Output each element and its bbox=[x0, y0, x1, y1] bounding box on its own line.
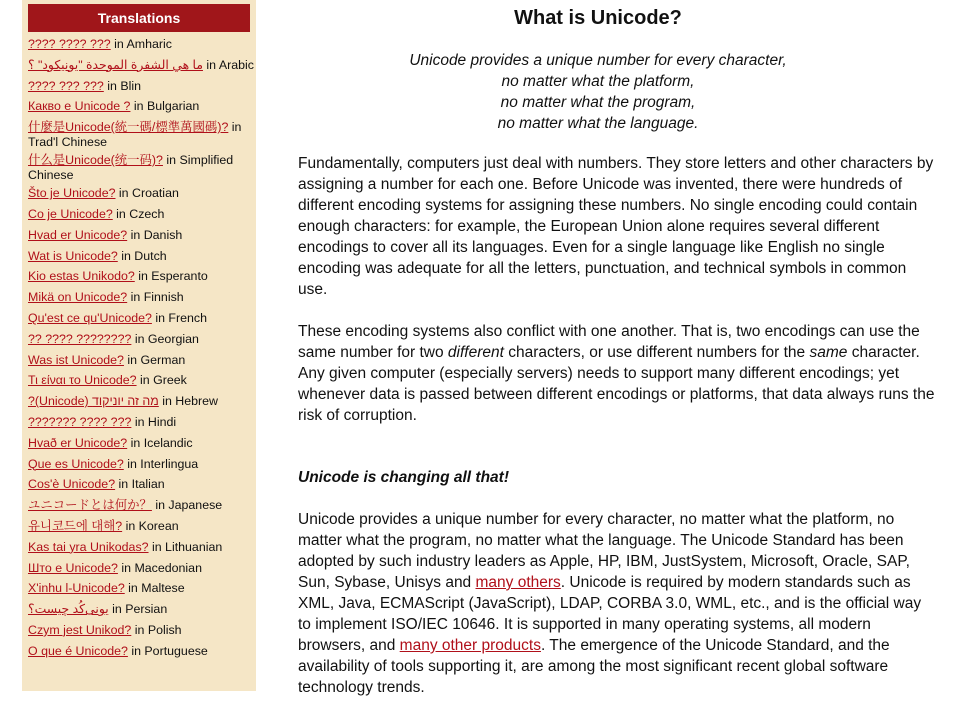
translation-item-dutch bbox=[25, 249, 253, 264]
text-span: These encoding systems also conflict with one another. That is, two encodings can use the same number for two bbox=[298, 323, 920, 361]
section-subheading: Unicode is changing all that! bbox=[298, 469, 509, 486]
translation-link[interactable]: Какво е Unicode ? bbox=[28, 99, 131, 114]
translation-language: in Maltese bbox=[124, 581, 185, 596]
translation-item-maltese bbox=[25, 581, 253, 596]
translation-item-italian bbox=[25, 477, 253, 492]
translation-link[interactable]: Was ist Unicode? bbox=[28, 352, 124, 367]
translation-language: in Georgian bbox=[131, 331, 199, 346]
translation-link[interactable]: Mikä on Unicode? bbox=[28, 290, 128, 305]
translation-language: in Czech bbox=[112, 206, 165, 221]
translation-language: in Simplified Chinese bbox=[28, 153, 234, 182]
tagline bbox=[298, 50, 938, 134]
tagline-line: no matter what the platform, bbox=[501, 73, 695, 90]
translation-item-macedonian bbox=[25, 561, 253, 576]
translation-language: in Korean bbox=[122, 518, 179, 533]
translation-item-simplified-chinese bbox=[25, 153, 253, 182]
translation-language: in Bulgarian bbox=[130, 99, 200, 114]
translation-link[interactable]: Qu'est ce qu'Unicode? bbox=[28, 310, 152, 325]
translation-item-bulgarian bbox=[25, 99, 253, 114]
translation-link[interactable]: Co je Unicode? bbox=[28, 206, 113, 221]
many-other-products-link[interactable]: many other products bbox=[399, 637, 541, 654]
translation-language: in Japanese bbox=[151, 498, 223, 513]
translation-link[interactable]: ユニコードとは何か？ bbox=[28, 498, 152, 513]
text-span: characters, or use different numbers for the bbox=[503, 344, 810, 361]
translation-item-czech bbox=[25, 207, 253, 222]
translation-item-georgian bbox=[25, 332, 253, 347]
translation-language: in Blin bbox=[103, 78, 141, 93]
translation-link[interactable]: Hvað er Unicode? bbox=[28, 435, 128, 450]
translation-link[interactable]: 유니코드에 대해? bbox=[28, 518, 123, 533]
translation-language: in French bbox=[151, 310, 207, 325]
translation-language: in Interlingua bbox=[123, 456, 199, 471]
translation-link[interactable]: Czym jest Unikod? bbox=[28, 622, 132, 637]
translation-item-amharic bbox=[25, 37, 253, 52]
translation-language: in Hebrew bbox=[158, 394, 219, 409]
translation-item-hebrew bbox=[25, 394, 253, 409]
translation-link[interactable]: ?(Unicode) מה זה יוניקוד bbox=[28, 394, 159, 409]
tagline-line: no matter what the program, bbox=[500, 94, 696, 111]
translation-link[interactable]: یونی‌کُد چیست؟ bbox=[28, 602, 109, 617]
emphasis-same: same bbox=[809, 344, 848, 361]
translation-item-portuguese bbox=[25, 644, 253, 659]
translation-item-greek bbox=[25, 373, 253, 388]
translation-link[interactable]: ??????? ???? ??? bbox=[28, 414, 132, 429]
paragraph-changing bbox=[298, 509, 938, 698]
translation-link[interactable]: ?? ???? ???????? bbox=[28, 331, 132, 346]
text-span: . Unicode is required by modern standards such as XML, Java, ECMAScript (JavaScript), LDAP, CORBA 3.0, WML, etc., and is the official way to implement ISO/IEC 10646. It is supported in many operating systems, all modern browsers, and bbox=[298, 574, 922, 654]
translation-item-interlingua bbox=[25, 457, 253, 472]
translation-link[interactable]: ???? ??? ??? bbox=[28, 78, 104, 93]
text-span: . The emergence of the Unicode Standard, and the availability of tools supporting it, are among the most significant recent global software technology trends. bbox=[298, 637, 890, 696]
translation-language: in Icelandic bbox=[127, 435, 193, 450]
translation-language: in Amharic bbox=[110, 37, 172, 51]
translation-language: in Macedonian bbox=[117, 560, 202, 575]
translation-item-korean bbox=[25, 519, 253, 534]
emphasis-different: different bbox=[447, 344, 504, 361]
translation-item-danish bbox=[25, 228, 253, 243]
translation-item-french bbox=[25, 311, 253, 326]
paragraph-conflicts bbox=[298, 321, 938, 426]
translation-language: in Greek bbox=[136, 373, 187, 388]
translation-item-persian bbox=[25, 602, 253, 617]
translations-header: Translations bbox=[28, 4, 250, 32]
translation-item-blin bbox=[25, 79, 253, 94]
text-span: Unicode provides a unique number for every character, no matter what the platform, no matter what the program, no matter what the language. The Unicode Standard has been adopted by such industry leaders as Apple, HP, IBM, JustSystem, Microsoft, Oracle, SAP, Sun, Sybase, Unisys and bbox=[298, 511, 910, 591]
translation-language: in Italian bbox=[115, 477, 165, 492]
translation-language: in Trad'l Chinese bbox=[28, 120, 242, 149]
translation-link[interactable]: O que é Unicode? bbox=[28, 643, 128, 658]
translation-link[interactable]: Que es Unicode? bbox=[28, 456, 124, 471]
translation-link[interactable]: Hvad er Unicode? bbox=[28, 227, 128, 242]
translation-item-lithuanian bbox=[25, 540, 253, 555]
translation-language: in Polish bbox=[131, 622, 182, 637]
translation-item-polish bbox=[25, 623, 253, 638]
text-span: character. Any given computer (especially servers) needs to support many different encodings; yet whenever data is passed between different encodings or platforms, that data always runs the risk of corruption. bbox=[298, 344, 935, 424]
tagline-line: Unicode provides a unique number for every character, bbox=[409, 52, 787, 69]
translation-language: in Lithuanian bbox=[148, 539, 223, 554]
translation-language: in Danish bbox=[127, 227, 183, 242]
translation-item-trad-chinese bbox=[25, 120, 253, 149]
translation-item-esperanto bbox=[25, 269, 253, 284]
translation-link[interactable]: ما هي الشفرة الموحدة "يونيكود" ؟ bbox=[28, 57, 203, 72]
translation-item-arabic bbox=[25, 58, 253, 73]
main-content bbox=[298, 0, 938, 698]
paragraph-fundamentals: Fundamentally, computers just deal with numbers. They store letters and other characters by assigning a number for each one. Before Unicode was invented, there were hundreds of different encoding systems for assigning these numbers. No single encoding could contain enough characters: for example, the European Union alone requires several different encodings to cover all its languages. Even for a single language like English no single encoding was adequate for all the letters, punctuation, and technical symbols in common use. bbox=[298, 155, 934, 298]
tagline-line: no matter what the language. bbox=[497, 115, 699, 132]
translation-language: in German bbox=[123, 352, 186, 367]
translation-language: in Finnish bbox=[127, 290, 184, 305]
translation-link[interactable]: ???? ???? ??? bbox=[28, 37, 111, 51]
translation-language: in Hindi bbox=[131, 414, 177, 429]
translation-link[interactable]: Τι είναι το Unicode? bbox=[28, 373, 137, 388]
translation-item-japanese bbox=[25, 498, 253, 513]
translation-link[interactable]: 什么是Unicode(统一码)? bbox=[28, 153, 163, 168]
translations-sidebar bbox=[22, 0, 256, 691]
translation-link[interactable]: Wat is Unicode? bbox=[28, 248, 118, 263]
translation-language: in Portuguese bbox=[127, 643, 208, 658]
translation-language: in Persian bbox=[108, 602, 168, 617]
translation-link[interactable]: Што е Unicode? bbox=[28, 560, 118, 575]
translation-link[interactable]: Cos'è Unicode? bbox=[28, 477, 116, 492]
translation-link[interactable]: X'inhu l-Unicode? bbox=[28, 581, 125, 596]
translation-link[interactable]: Kas tai yra Unikodas? bbox=[28, 539, 149, 554]
translation-language: in Croatian bbox=[115, 186, 179, 201]
translation-item-croatian bbox=[25, 186, 253, 201]
translation-link[interactable]: Što je Unicode? bbox=[28, 186, 116, 201]
translation-language: in Esperanto bbox=[134, 269, 208, 284]
translation-item-hindi bbox=[25, 415, 253, 430]
many-others-link[interactable]: many others bbox=[475, 574, 561, 591]
translation-item-icelandic bbox=[25, 436, 253, 451]
translation-item-finnish bbox=[25, 290, 253, 305]
translation-language: in Arabic bbox=[202, 57, 254, 72]
translation-language: in Dutch bbox=[117, 248, 167, 263]
page-title: What is Unicode? bbox=[514, 7, 682, 29]
translation-link[interactable]: Kio estas Unikodo? bbox=[28, 269, 135, 284]
translation-item-german bbox=[25, 353, 253, 368]
translation-link[interactable]: 什麼是Unicode(統一碼/標準萬國碼)? bbox=[28, 120, 229, 135]
